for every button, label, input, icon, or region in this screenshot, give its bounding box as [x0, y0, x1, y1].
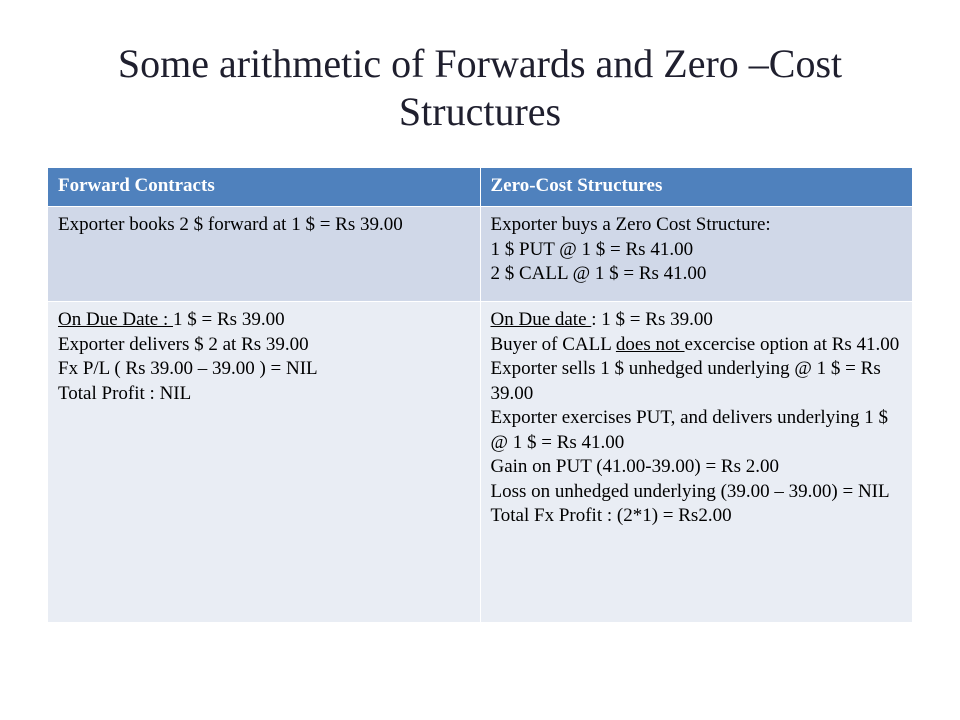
call-strike-line: 2 $ CALL @ 1 $ = Rs 41.00	[490, 263, 707, 284]
call-option-text: excercise option at Rs 41.00	[684, 333, 900, 355]
forward-total-profit-line: Total Profit : NIL	[58, 382, 192, 404]
header-zero-cost-structures: Zero-Cost Structures	[480, 168, 912, 207]
header-forward-contracts: Forward Contracts	[48, 168, 480, 207]
call-buyer-text: Buyer of CALL	[490, 333, 616, 355]
unhedged-sale-line: Exporter sells 1 $ unhedged underlying @ 1 $ = Rs 39.00	[490, 358, 881, 404]
zero-cost-due-date-label: On Due date	[490, 309, 592, 330]
does-not-text: does not	[615, 333, 685, 355]
put-strike-line: 1 $ PUT @ 1 $ = Rs 41.00	[490, 238, 694, 260]
call-not-exercised-line	[491, 333, 903, 358]
comparison-table	[48, 168, 912, 622]
forward-fx-pl-line: Fx P/L ( Rs 39.00 – 39.00 ) = NIL	[58, 358, 318, 379]
slide-title-line-2: Structures	[398, 89, 562, 134]
zero-cost-purchase-cell	[480, 207, 912, 302]
zero-cost-purchase-line: Exporter buys a Zero Cost Structure:	[490, 214, 771, 235]
slide-title-line-1: Some arithmetic of Forwards and Zero –Cost	[117, 41, 843, 86]
forward-due-date-label: On Due Date :	[58, 309, 174, 330]
forward-booking-cell	[48, 207, 480, 302]
forward-due-date-line	[58, 308, 470, 333]
table-row	[48, 207, 912, 302]
zero-cost-due-date-cell	[480, 302, 912, 623]
total-fx-profit-line: Total Fx Profit : (2*1) = Rs2.00	[490, 505, 732, 526]
unhedged-loss-line: Loss on unhedged underlying (39.00 – 39.00) = NIL	[490, 480, 890, 502]
comparison-table-container	[48, 168, 912, 622]
table-header-row	[48, 168, 912, 207]
slide-title	[40, 40, 920, 136]
put-gain-line: Gain on PUT (41.00-39.00) = Rs 2.00	[490, 456, 779, 477]
table-row	[48, 302, 912, 623]
forward-due-date-rate: 1 $ = Rs 39.00	[173, 309, 285, 330]
zero-cost-due-date-rate: : 1 $ = Rs 39.00	[591, 309, 713, 330]
forward-due-date-cell	[48, 302, 480, 623]
forward-booking-text: Exporter books 2 $ forward at 1 $ = Rs 39.00	[58, 214, 403, 235]
put-exercise-line: Exporter exercises PUT, and delivers underlying 1 $ @ 1 $ = Rs 41.00	[490, 407, 888, 453]
zero-cost-due-date-line	[491, 308, 903, 333]
forward-delivery-line: Exporter delivers $ 2 at Rs 39.00	[58, 333, 309, 355]
